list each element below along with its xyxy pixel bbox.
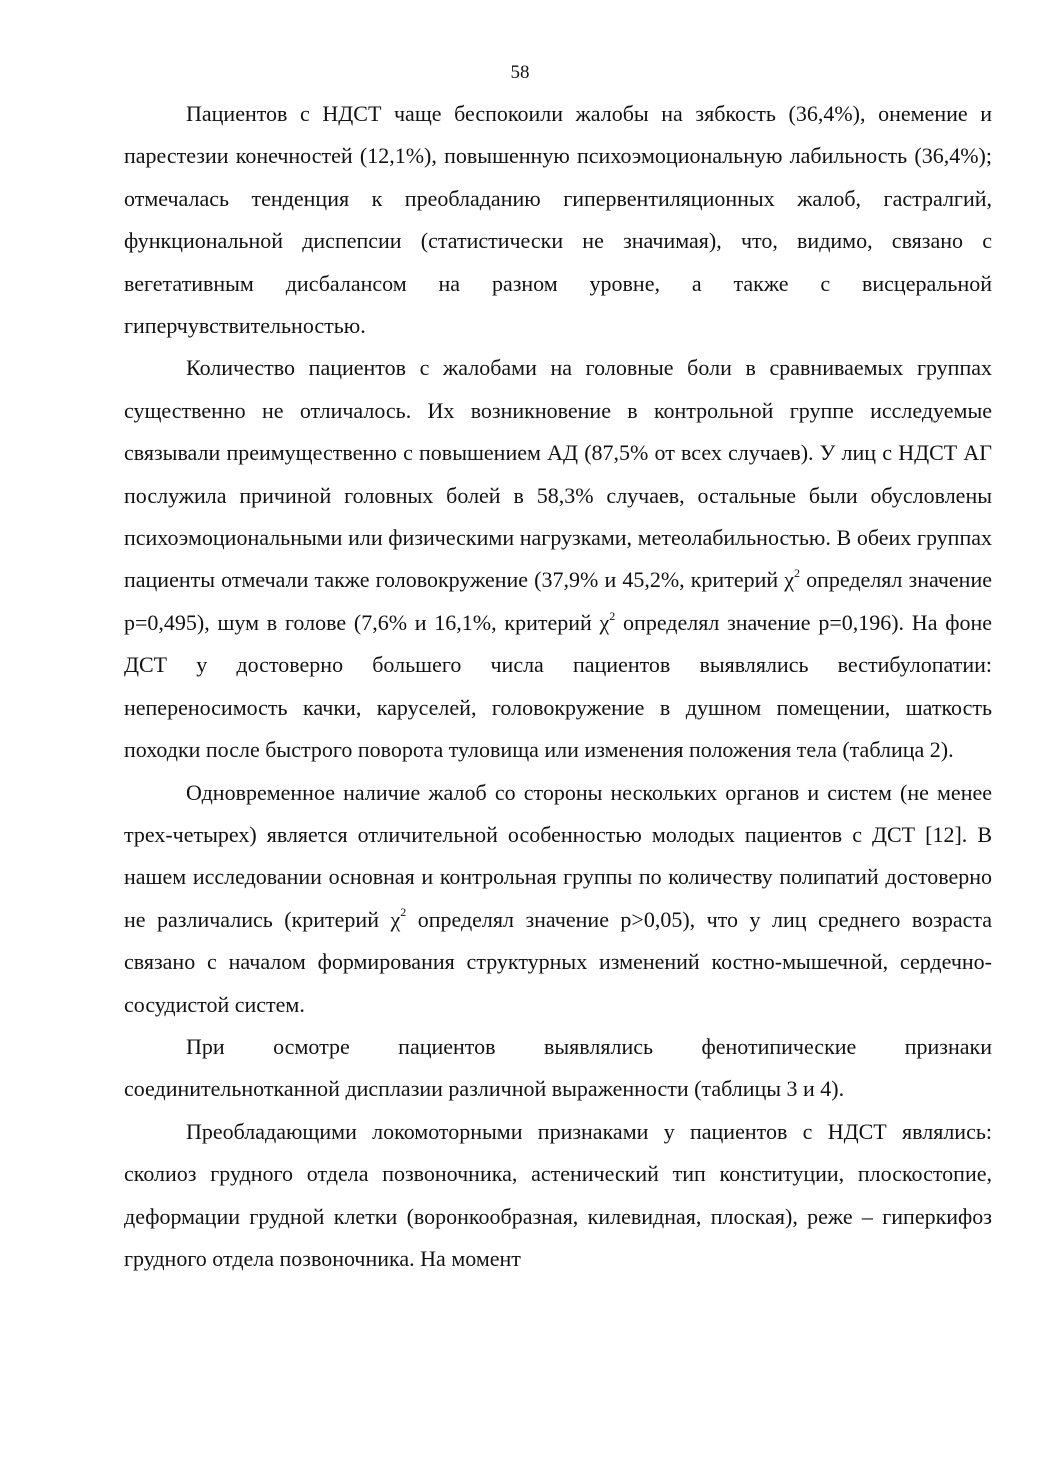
chi-square-superscript: 2 xyxy=(794,566,801,581)
paragraph-polypathies-part-1: Одновременное наличие жалоб со стороны нескольких органов и систем (не менее трех-четырех) является отличительной особенностью молодых пациентов с ДСТ [12]. В нашем исследовании основная и контрольная группы по количеству полипатий достоверно не различались (критерий χ xyxy=(124,779,992,932)
chi-square-superscript: 2 xyxy=(609,608,616,623)
paragraph-examination: При осмотре пациентов выявлялись фенотипические признаки соединительнотканной дисплазии различной выраженности (таблицы 3 и 4). xyxy=(124,1033,992,1102)
paragraph-polypathies-part-2: определял значение p>0,05), что у лиц среднего возраста связано с началом формирования структурных изменений костно-мышечной, сердечно-сосудистой систем. xyxy=(124,906,993,1017)
paragraph-headaches-part-1: Количество пациентов с жалобами на головные боли в сравниваемых группах существенно не отличалось. Их возникновение в контрольной группе исследуемые связывали преимущественно с повышением АД (87,5% от всех случаев). У лиц с НДСТ АГ послужила причиной головных болей в 58,3% случаев, остальные были обусловлены психоэмоциональными или физическими нагрузками, метеолабильностью. В обеих группах пациенты отмечали также головокружение (37,9% и 45,2%, критерий χ xyxy=(124,355,992,593)
document-body xyxy=(124,93,992,1280)
page-number: 58 xyxy=(510,62,530,83)
paragraph-polypathies xyxy=(124,772,992,1026)
paragraph-locomotor-signs: Преобладающими локомоторными признаками у пациентов с НДСТ являлись: сколиоз грудного отдела позвоночника, астенический тип конституции, плоскостопие, деформации грудной клетки (воронкообразная, килевидная, плоская), реже – гиперкифоз грудного отдела позвоночника. На момент xyxy=(124,1118,992,1271)
paragraph-symptoms: Пациентов с НДСТ чаще беспокоили жалобы на зябкость (36,4%), онемение и парестезии конечностей (12,1%), повышенную психоэмоциональную лабильность (36,4%); отмечалась тенденция к преобладанию гипервентиляционных жалоб, гастралгий, функциональной диспепсии (статистически не значимая), что, видимо, связано с вегетативным дисбалансом на разном уровне, а также с висцеральной гиперчувствительностью. xyxy=(124,101,992,339)
chi-square-superscript: 2 xyxy=(400,905,407,920)
paragraph-headaches xyxy=(124,347,992,771)
paragraph-headaches-part-2: определял значение p=0,495), шум в голове (7,6% и 16,1%, критерий χ xyxy=(124,567,992,635)
paragraph-headaches-part-3: определял значение p=0,196). На фоне ДСТ у достоверно большего числа пациентов выявлялись вестибулопатии: непереносимость качки, каруселей, головокружение в душном помещении, шаткость походки после быстрого поворота туловища или изменения положения тела (таблица 2). xyxy=(124,609,992,763)
